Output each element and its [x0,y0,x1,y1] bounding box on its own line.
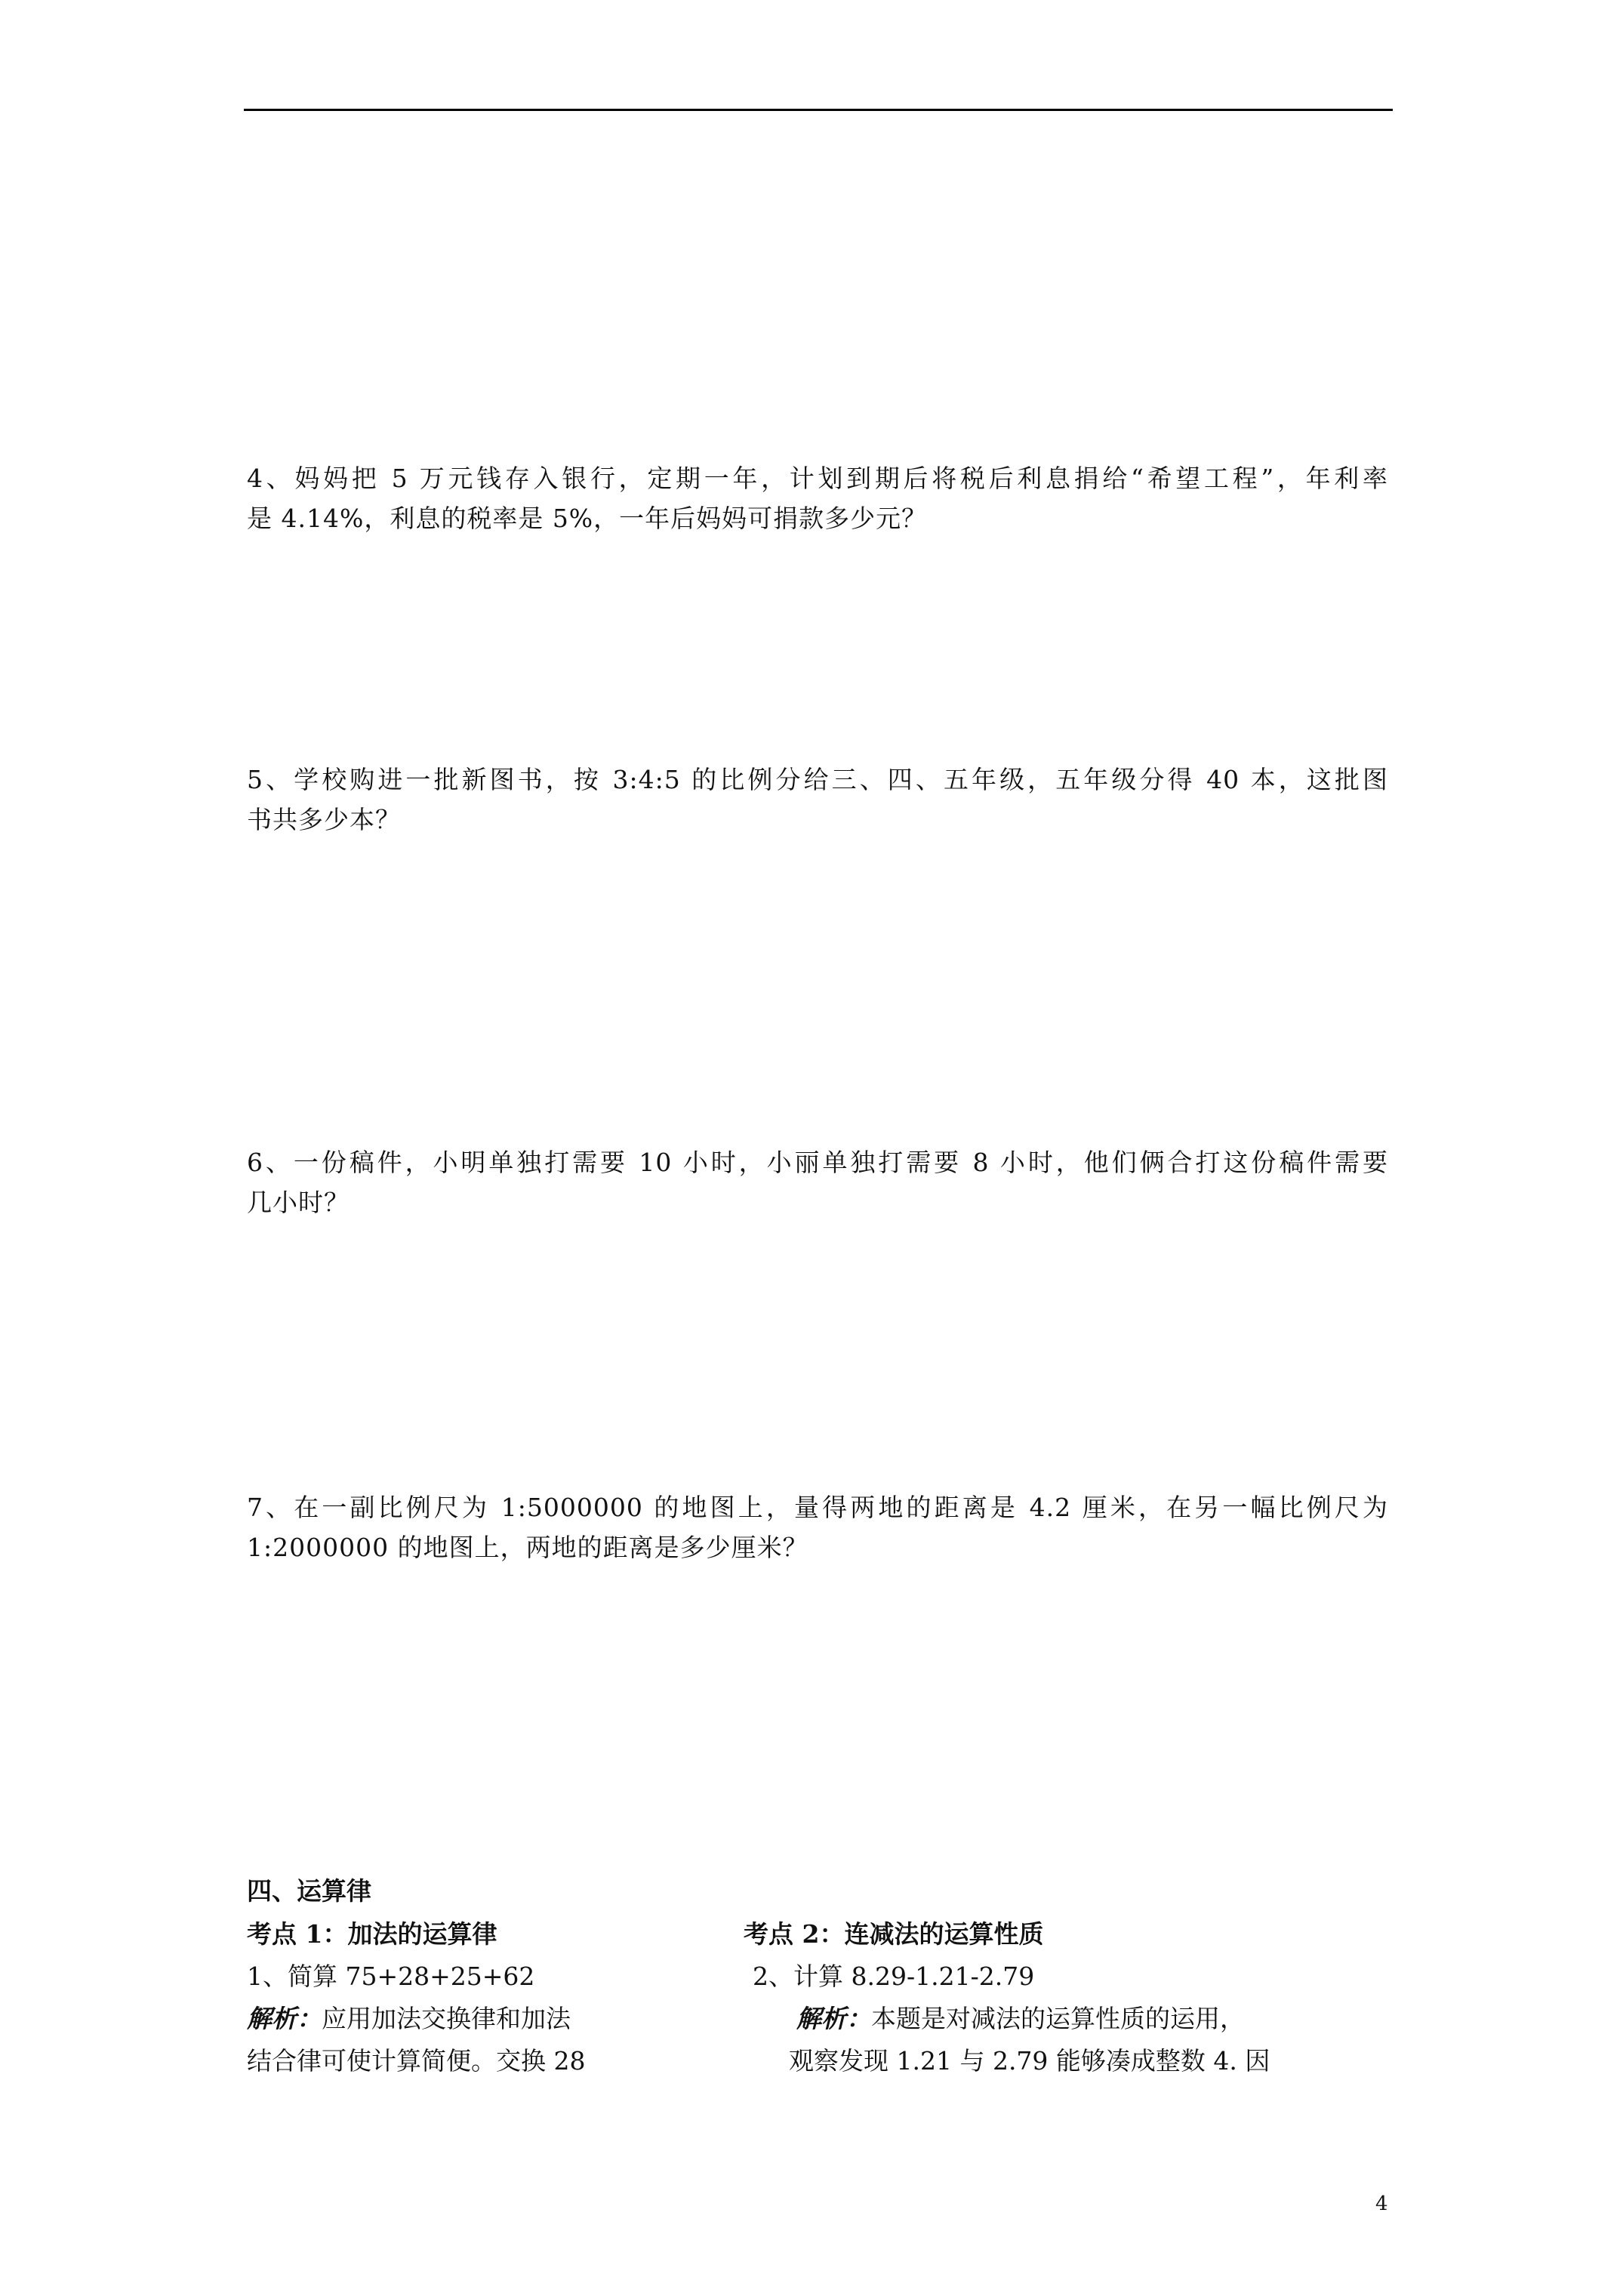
section-title: 四、运算律 [247,1876,371,1906]
question-6 [247,1142,1388,1222]
question-7-line-1: 7、在一副比例尺为 1:5000000 的地图上，量得两地的距离是 4.2 厘米，在另一幅比例尺为 [247,1493,1388,1522]
left-analysis-line-2: 结合律可使计算简便。交换 28 [247,2046,586,2076]
question-4-line-2: 是 4.14%，利息的税率是 5%，一年后妈妈可捐款多少元？ [247,504,928,533]
page-number: 4 [1375,2193,1388,2215]
right-problem: 2、计算 8.29-1.21-2.79 [753,1962,1035,1991]
question-5 [247,760,1388,840]
question-7-line-2: 1:2000000 的地图上，两地的距离是多少厘米？ [247,1533,808,1562]
left-problem: 1、简算 75+28+25+62 [247,1962,535,1991]
left-analysis-line-1 [247,1998,585,2040]
question-4 [247,458,1388,538]
header-rule [244,109,1393,111]
question-7 [247,1487,1388,1567]
right-heading: 考点 2：连减法的运算性质 [744,1919,1044,1949]
question-5-line-2: 书共多少本？ [247,805,401,834]
right-analysis-text-1: 本题是对减法的运算性质的运用， [871,2004,1245,2033]
question-6-line-1: 6、一份稿件，小明单独打需要 10 小时，小丽单独打需要 8 小时，他们俩合打这份稿件需要 [247,1148,1388,1177]
question-6-line-2: 几小时？ [247,1188,350,1217]
right-analysis-label: 解析： [796,2004,871,2033]
left-analysis-label: 解析： [247,2004,322,2033]
left-analysis-text-1: 应用加法交换律和加法 [322,2004,571,2033]
right-analysis-line-2: 观察发现 1.21 与 2.79 能够凑成整数 4. 因 [789,2046,1270,2076]
left-heading: 考点 1：加法的运算律 [247,1919,497,1949]
question-5-line-1: 5、学校购进一批新图书，按 3:4:5 的比例分给三、四、五年级，五年级分得 40 本，这批图 [247,765,1388,794]
right-analysis-line-1 [744,1998,1270,2040]
question-4-line-1: 4、妈妈把 5 万元钱存入银行，定期一年，计划到期后将税后利息捐给“希望工程”，年利率 [247,464,1388,493]
right-column [744,1913,1270,2082]
left-column [247,1913,585,2082]
